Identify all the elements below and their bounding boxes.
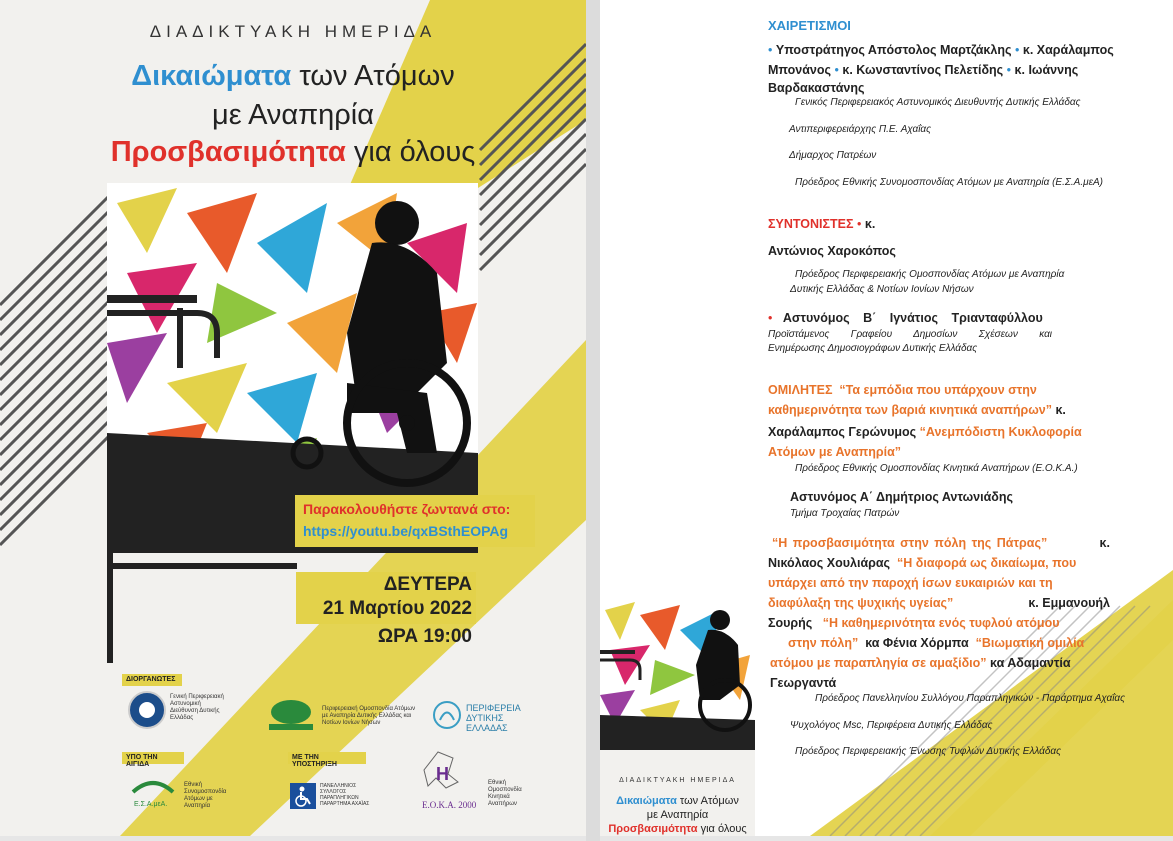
speakers-line7 bbox=[768, 573, 1110, 593]
thumb-title-line1 bbox=[600, 795, 755, 807]
speakers-line9 bbox=[768, 613, 1110, 633]
greet-name-1: Υποστράτηγος Απόστολος Μαρτζάκλης bbox=[775, 43, 1012, 57]
talk4-b: υπάρχει από την παροχή ίσων ευκαιριών και τη bbox=[768, 576, 1053, 590]
live-stream-box bbox=[295, 495, 535, 547]
coord-role-1a: Πρόεδρος Περιφερειακής Ομοσπονδίας Ατόμων με Αναπηρία bbox=[795, 269, 1065, 280]
speakers-line6 bbox=[768, 553, 1110, 573]
talk4-c: διαφύλαξη της ψυχικής υγείας” bbox=[768, 596, 954, 610]
greet-name-2b: Μπονάνος bbox=[768, 63, 831, 77]
speaker-role-a: Πρόεδρος Πανελληνίου Συλλόγου Παραπληγικών - Παράρτημα Αχαΐας bbox=[815, 693, 1125, 704]
page-gutter bbox=[586, 0, 600, 841]
talk4-a: “Η διαφορά ως δικαίωμα, που bbox=[897, 556, 1077, 570]
speakers-line4 bbox=[768, 442, 901, 462]
coord-name-1-text: Αντώνιος Χαροκόπος bbox=[768, 244, 896, 258]
thumb-title-rights: Δικαιώματα bbox=[616, 795, 677, 807]
speaker-role-b: Ψυχολόγος Msc, Περιφέρεια Δυτικής Ελλάδας bbox=[790, 720, 993, 731]
coord-role-2b: Ενημέρωσης Δημοσιογράφων Δυτικής Ελλάδας bbox=[768, 343, 978, 354]
greetings-names-line2: Μπονάνος • κ. Κωνσταντίνος Πελετίδης • κ. Ιωάννης bbox=[768, 63, 1079, 77]
title-for-all: για όλους bbox=[345, 136, 476, 168]
speaker3-name: Νικόλαος Χουλιάρας bbox=[768, 556, 891, 570]
accessibility-icon bbox=[290, 783, 316, 809]
thumb-title-line2: με Αναπηρία bbox=[646, 809, 709, 821]
speaker6-name-a: κα Αδαμαντία bbox=[990, 656, 1071, 670]
poster-title-line2: με Αναπηρία bbox=[211, 99, 375, 131]
ramp-rail-lower bbox=[107, 553, 297, 663]
coord-name-2-text: Αστυνόμος Β΄ Ιγνάτιος Τριανταφύλλου bbox=[782, 311, 1043, 325]
org-esamea: Εθνική Συνομοσπονδία Ατόμων με Αναπηρία bbox=[184, 782, 227, 809]
speaker1-k: κ. bbox=[1055, 403, 1066, 417]
police-emblem-icon bbox=[127, 690, 167, 730]
speaker1-role: Πρόεδρος Εθνικής Ομοσπονδίας Κινητικά Αναπήρων (Ε.Ο.Κ.Α.) bbox=[795, 463, 1078, 474]
live-stream-label: Παρακολουθήστε ζωντανά στο: bbox=[303, 501, 511, 517]
event-date: 21 Μαρτίου 2022 bbox=[322, 598, 472, 619]
esamea-logo-text: Ε.Σ.Α.μεΑ. bbox=[134, 801, 168, 808]
greet-name-4a: κ. Ιωάννης bbox=[1014, 63, 1079, 77]
speakers-line1 bbox=[768, 380, 1118, 400]
esamea-logo-icon bbox=[128, 772, 178, 808]
coord-role-1b: Δυτικής Ελλάδας & Νοτίων Ιονίων Νήσων bbox=[790, 284, 974, 295]
talk6-a: “Βιωματική ομιλία bbox=[975, 636, 1085, 650]
greetings-heading: ΧΑΙΡΕΤΙΣΜΟΙ bbox=[768, 18, 851, 33]
speaker6-name-b: Γεωργαντά bbox=[770, 676, 837, 690]
thumb-title-of-persons: των Ατόμων bbox=[676, 795, 739, 807]
eoka-logo-icon bbox=[418, 748, 488, 812]
speaker2-role: Τμήμα Τροχαίας Πατρών bbox=[790, 508, 900, 519]
org-region: ΠΕΡΙΦΕΡΕΙΑ ΔΥΤΙΚΗΣ ΕΛΛΑΔΑΣ bbox=[466, 703, 521, 733]
greet-role-1: Γενικός Περιφερειακός Αστυνομικός Διευθυντής Δυτικής Ελλάδας bbox=[795, 97, 1081, 108]
talk5-a: “Η καθημερινότητα ενός τυφλού ατόμου bbox=[822, 616, 1060, 630]
talk5-b: στην πόλη” bbox=[788, 636, 859, 650]
speakers-line12 bbox=[770, 673, 836, 693]
thumb-title-line3 bbox=[600, 823, 755, 835]
title-rights: Δικαιώματα bbox=[131, 60, 292, 92]
poster-kicker: ΔΙΑΔΙΚΤΥΑΚΗ ΗΜΕΡΙΔΑ bbox=[149, 22, 437, 41]
speakers-line10 bbox=[770, 633, 1112, 653]
coordinators-title: ΣΥΝΤΟΝΙΣΤΕΣ bbox=[768, 217, 854, 231]
event-time bbox=[296, 626, 472, 648]
greet-name-2a: κ. Χαράλαμπος bbox=[1022, 43, 1114, 57]
poster-title-line1 bbox=[0, 60, 586, 93]
speaker2-name: Αστυνόμος Α΄ Δημήτριος Αντωνιάδης bbox=[790, 490, 1013, 504]
coord-name-2: • Αστυνόμος Β΄ Ιγνάτιος Τριανταφύλλου bbox=[768, 311, 1043, 325]
coordinators-heading: ΣΥΝΤΟΝΙΣΤΕΣ • κ. bbox=[768, 217, 876, 231]
region-logo-icon bbox=[432, 700, 462, 730]
speakers-line5 bbox=[772, 533, 1110, 553]
org-paraplegics: ΠΑΝΕΛΛΗΝΙΟΣ ΣΥΛΛΟΓΟΣ ΠΑΡΑΠΛΗΓΙΚΩΝ ΠΑΡΑΡΤΗΜΑ ΑΧΑΪΑΣ bbox=[320, 783, 370, 807]
live-stream-link[interactable]: https://youtu.be/qxBSthEOPAg bbox=[303, 523, 509, 539]
greet-role-3: Δήμαρχος Πατρέων bbox=[789, 150, 877, 161]
poster-thumbnail bbox=[600, 600, 755, 836]
eoka-logo-text: Ε.Ο.Κ.Α. 2000 bbox=[422, 800, 477, 810]
speaker3-k: κ. bbox=[1099, 536, 1110, 550]
talk3: “Η προσβασιμότητα στην πόλη της Πάτρας” bbox=[772, 536, 1048, 550]
time-value: 19:00 bbox=[423, 626, 472, 647]
thumb-kicker: ΔΙΑΔΙΚΤΥΑΚΗ ΗΜΕΡΙΔΑ bbox=[619, 777, 736, 784]
coord-name-1 bbox=[768, 241, 896, 261]
speakers-title: ΟΜΙΛΗΤΕΣ bbox=[768, 383, 833, 397]
speaker4-k: κ. Εμμανουήλ bbox=[1028, 596, 1110, 610]
speaker4-name: Σουρής bbox=[768, 616, 813, 630]
speakers-line11 bbox=[770, 653, 1112, 673]
talk1-a: “Τα εμπόδια που υπάρχουν στην bbox=[839, 383, 1037, 397]
greet-role-4: Πρόεδρος Εθνικής Συνομοσπονδίας Ατόμων με Αναπηρία (Ε.Σ.Α.μεΑ) bbox=[795, 177, 1103, 188]
speaker5-name: κα Φένια Χόρμπα bbox=[865, 636, 969, 650]
poster-title-line3 bbox=[0, 136, 586, 169]
greetings-names-line3 bbox=[768, 78, 865, 98]
speakers-line2 bbox=[768, 400, 1118, 420]
title-accessibility: Προσβασιμότητα bbox=[110, 136, 346, 168]
svg-text:H: H bbox=[436, 764, 449, 784]
talk2-b: Ατόμων με Αναπηρία” bbox=[768, 445, 902, 459]
poster-page bbox=[0, 0, 586, 836]
talk1-b: καθημερινότητα των βαριά κινητικά αναπήρων” bbox=[768, 403, 1052, 417]
coordinators-k: κ. bbox=[864, 217, 876, 231]
org-federation: Περιφερειακή Ομοσπονδία Ατόμων με Αναπηρία Δυτικής Ελλάδας και Νοτίων Ιονίων Νήσων bbox=[322, 706, 416, 726]
federation-logo-icon bbox=[265, 698, 317, 734]
thumb-title-accessibility: Προσβασιμότητα bbox=[608, 823, 698, 835]
speaker1-name: Χαράλαμπος Γερώνυμος bbox=[768, 425, 917, 439]
greet-role-2: Αντιπεριφερειάρχης Π.Ε. Αχαΐας bbox=[789, 124, 931, 135]
aegis-label: ΥΠΟ ΤΗΝ ΑΙΓΙΔΑ bbox=[122, 752, 184, 764]
speaker-role-c: Πρόεδρος Περιφερειακής Ένωσης Τυφλών Δυτικής Ελλάδας bbox=[795, 746, 1061, 757]
greet-name-4b: Βαρδακαστάνης bbox=[768, 81, 865, 95]
thumb-title-for-all: για όλους bbox=[697, 823, 747, 835]
time-label: ΩΡΑ bbox=[377, 626, 424, 647]
speakers-line8 bbox=[768, 593, 1110, 613]
greetings-names-line1: • Υποστράτηγος Απόστολος Μαρτζάκλης • κ. Χαράλαμπος bbox=[768, 43, 1114, 57]
event-day: ΔΕΥΤΕΡΑ bbox=[383, 574, 472, 595]
speaker2-line bbox=[790, 487, 1013, 507]
talk2-a: “Ανεμπόδιστη Κυκλοφορία bbox=[919, 425, 1082, 439]
org-police: Γενική Περιφερειακή Αστυνομική Διεύθυνση Δυτικής Ελλάδας bbox=[170, 694, 224, 721]
talk6-b: ατόμου με παραπληγία σε αμαξίδιο” bbox=[770, 656, 987, 670]
coord-role-2a: Προϊστάμενος Γραφείου Δημοσίων Σχέσεων και bbox=[768, 329, 1052, 340]
speakers-line3 bbox=[768, 422, 1118, 442]
organizers-label: ΔΙΟΡΓΑΝΩΤΕΣ bbox=[122, 674, 182, 686]
greet-name-3: κ. Κωνσταντίνος Πελετίδης bbox=[842, 63, 1004, 77]
org-eoka: Εθνική Ομοσπονδία Κινητικά Αναπήρων bbox=[488, 780, 522, 807]
title-of-persons: των Ατόμων bbox=[291, 60, 455, 92]
support-label: ΜΕ ΤΗΝ ΥΠΟΣΤΗΡΙΞΗ bbox=[288, 752, 366, 764]
